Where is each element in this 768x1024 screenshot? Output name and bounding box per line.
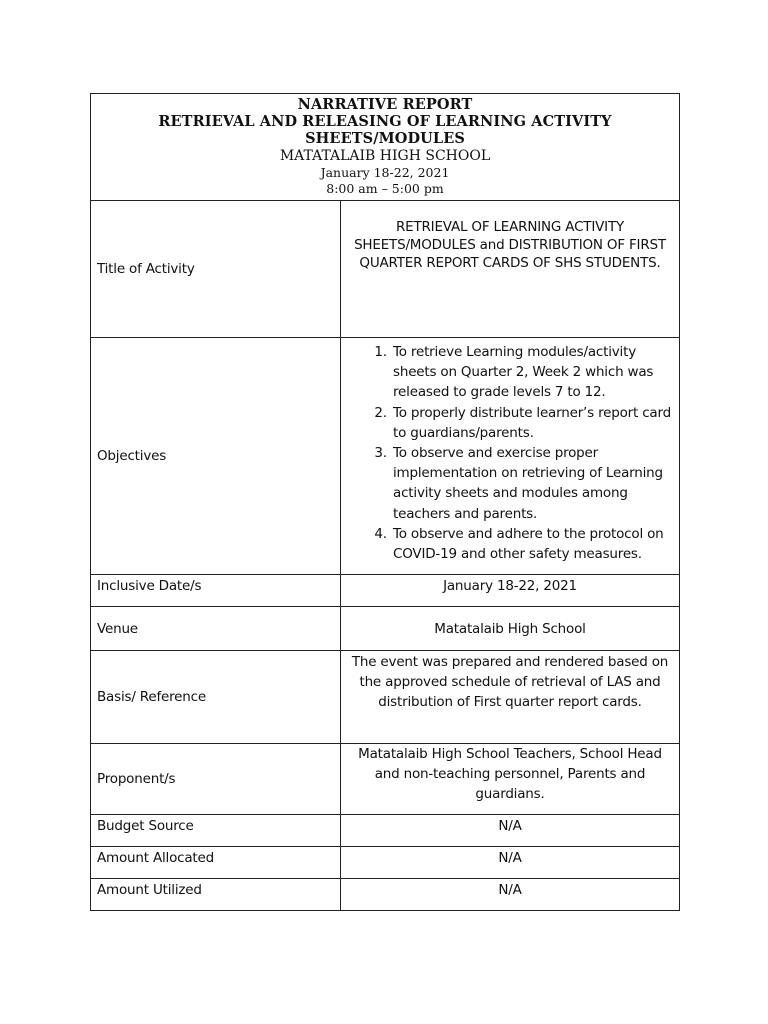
table-row-inclusive-dates: [91, 575, 680, 607]
report-time: 8:00 am – 5:00 pm: [326, 181, 444, 196]
row-label-basis: Basis/ Reference: [91, 651, 341, 744]
row-label-venue: Venue: [91, 607, 341, 651]
row-value-inclusive-dates: January 18-22, 2021: [341, 575, 680, 607]
narrative-report-table: [90, 93, 680, 911]
table-row-basis: [91, 651, 680, 744]
objective-item: 3. To observe and exercise proper implementation on retrieving of Learning activity sheets and modules among teachers and parents.: [391, 443, 671, 524]
row-label-objectives: Objectives: [91, 338, 341, 575]
row-label-title-of-activity: Title of Activity: [91, 201, 341, 338]
row-value-objectives: [341, 338, 680, 575]
row-value-title-of-activity: RETRIEVAL OF LEARNING ACTIVITY SHEETS/MODULES and DISTRIBUTION OF FIRST QUARTER REPORT CARDS OF SHS STUDENTS.: [341, 201, 680, 338]
report-subtitle-line-2: SHEETS/MODULES: [305, 130, 465, 147]
row-label-proponents: Proponent/s: [91, 744, 341, 815]
table-row-venue: [91, 607, 680, 651]
row-value-proponents: Matatalaib High School Teachers, School Head and non-teaching personnel, Parents and guardians.: [341, 744, 680, 815]
report-header: [91, 94, 680, 201]
school-name: MATATALAIB HIGH SCHOOL: [279, 148, 491, 164]
report-subtitle-line-1: RETRIEVAL AND RELEASING OF LEARNING ACTIVITY: [158, 113, 612, 130]
table-row-amount-allocated: [91, 847, 680, 879]
objective-item: 2. To properly distribute learner’s report card to guardians/parents.: [391, 403, 671, 443]
row-value-budget-source: N/A: [341, 815, 680, 847]
table-row-budget-source: [91, 815, 680, 847]
row-value-basis: The event was prepared and rendered based on the approved schedule of retrieval of LAS and distribution of First quarter report cards.: [341, 651, 680, 744]
objective-item: 4. To observe and adhere to the protocol on COVID-19 and other safety measures.: [391, 524, 671, 564]
row-value-amount-allocated: N/A: [341, 847, 680, 879]
table-row-objectives: [91, 338, 680, 575]
report-dates: January 18-22, 2021: [320, 165, 450, 180]
objectives-list: [341, 342, 679, 564]
row-label-amount-utilized: Amount Utilized: [91, 879, 341, 911]
report-title: NARRATIVE REPORT: [297, 96, 473, 113]
row-label-amount-allocated: Amount Allocated: [91, 847, 341, 879]
row-label-inclusive-dates: Inclusive Date/s: [91, 575, 341, 607]
table-row-amount-utilized: [91, 879, 680, 911]
table-row-proponents: [91, 744, 680, 815]
report-header-row: [91, 94, 680, 201]
objective-item: 1. To retrieve Learning modules/activity sheets on Quarter 2, Week 2 which was released to grade levels 7 to 12.: [391, 342, 671, 403]
table-row-title-of-activity: [91, 201, 680, 338]
row-value-venue: Matatalaib High School: [341, 607, 680, 651]
row-value-amount-utilized: N/A: [341, 879, 680, 911]
row-label-budget-source: Budget Source: [91, 815, 341, 847]
